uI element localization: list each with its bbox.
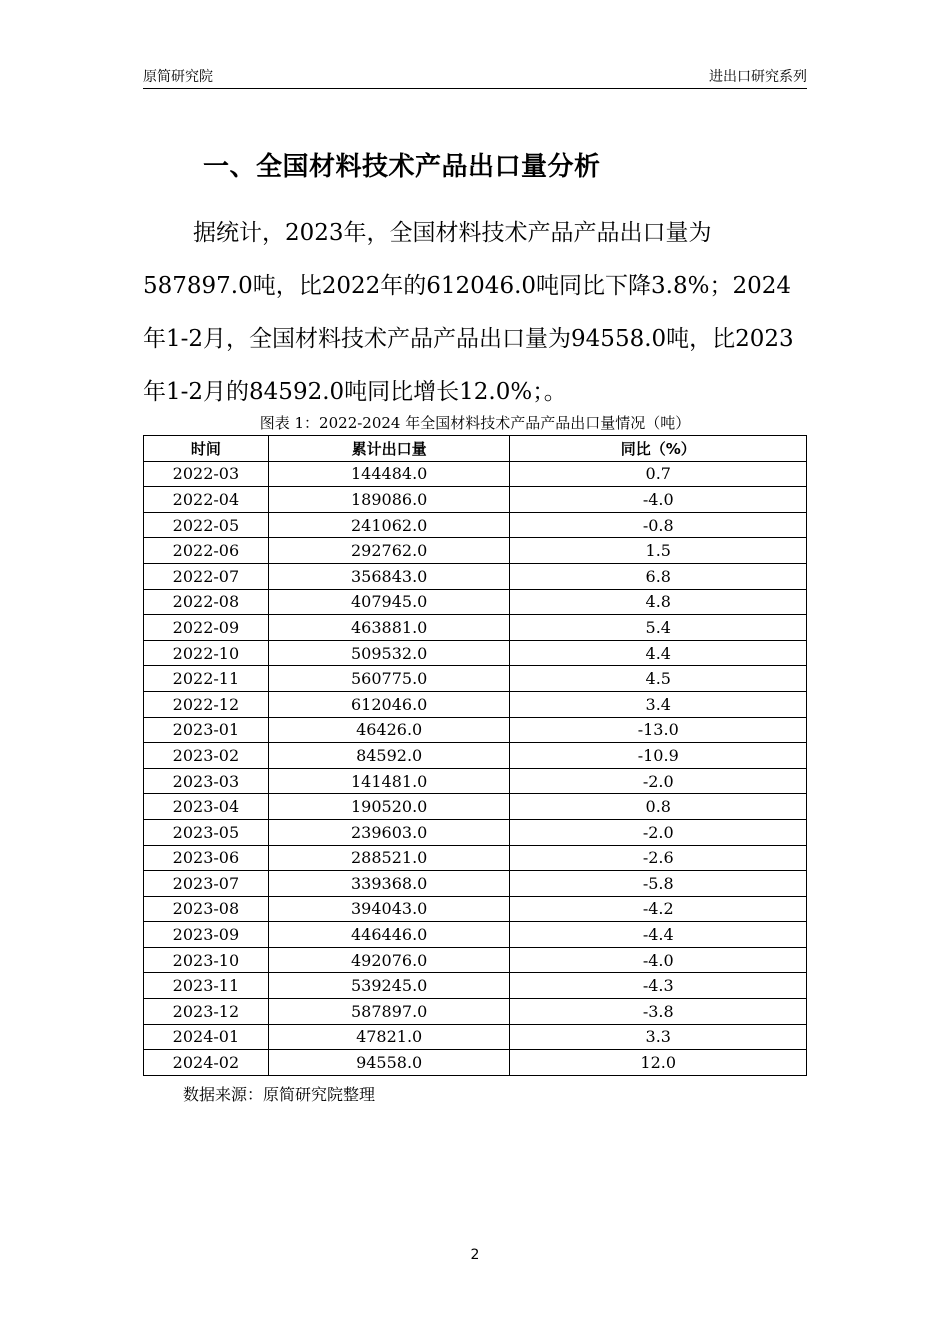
cell-cumulative-volume: 46426.0: [268, 717, 510, 743]
cell-cumulative-volume: 446446.0: [268, 922, 510, 948]
table-row: [144, 640, 807, 666]
table-row: [144, 563, 807, 589]
cell-time: 2022-04: [144, 487, 269, 513]
cell-yoy-percent: -4.4: [510, 922, 807, 948]
cell-time: 2023-02: [144, 743, 269, 769]
cell-yoy-percent: -4.3: [510, 973, 807, 999]
cell-time: 2023-08: [144, 896, 269, 922]
column-header-cumulative: 累计出口量: [268, 436, 510, 462]
cell-cumulative-volume: 394043.0: [268, 896, 510, 922]
cell-cumulative-volume: 560775.0: [268, 666, 510, 692]
cell-yoy-percent: 5.4: [510, 615, 807, 641]
section-title: 一、全国材料技术产品出口量分析: [203, 152, 601, 182]
cell-yoy-percent: 6.8: [510, 563, 807, 589]
table-row: [144, 589, 807, 615]
table-row: [144, 794, 807, 820]
cell-cumulative-volume: 190520.0: [268, 794, 510, 820]
cell-time: 2023-05: [144, 819, 269, 845]
cell-time: 2022-06: [144, 538, 269, 564]
table-row: [144, 819, 807, 845]
cell-yoy-percent: 4.8: [510, 589, 807, 615]
table-row: [144, 666, 807, 692]
cell-time: 2023-07: [144, 871, 269, 897]
table-row: [144, 512, 807, 538]
cell-yoy-percent: 3.3: [510, 1024, 807, 1050]
cell-yoy-percent: -4.2: [510, 896, 807, 922]
column-header-yoy: 同比（%）: [510, 436, 807, 462]
column-header-time: 时间: [144, 436, 269, 462]
table-row: [144, 487, 807, 513]
cell-time: 2023-09: [144, 922, 269, 948]
cell-yoy-percent: 4.5: [510, 666, 807, 692]
cell-time: 2023-01: [144, 717, 269, 743]
cell-yoy-percent: -13.0: [510, 717, 807, 743]
cell-yoy-percent: 4.4: [510, 640, 807, 666]
page-header: [143, 66, 807, 89]
cell-yoy-percent: -4.0: [510, 487, 807, 513]
table-row: [144, 461, 807, 487]
cell-cumulative-volume: 94558.0: [268, 1050, 510, 1076]
table-row: [144, 922, 807, 948]
table-row: [144, 768, 807, 794]
cell-time: 2024-02: [144, 1050, 269, 1076]
cell-time: 2022-11: [144, 666, 269, 692]
cell-cumulative-volume: 292762.0: [268, 538, 510, 564]
cell-time: 2022-05: [144, 512, 269, 538]
cell-cumulative-volume: 492076.0: [268, 947, 510, 973]
cell-cumulative-volume: 288521.0: [268, 845, 510, 871]
cell-time: 2022-09: [144, 615, 269, 641]
table-row: [144, 871, 807, 897]
table-body: [144, 461, 807, 1075]
table-row: [144, 615, 807, 641]
data-source-note: 数据来源：原简研究院整理: [183, 1085, 376, 1104]
table-row: [144, 691, 807, 717]
page-number: 2: [470, 1247, 480, 1263]
body-paragraph: 据统计，2023年，全国材料技术产品产品出口量为587897.0吨，比2022年的612046.0吨同比下降3.8%；2024年1-2月，全国材料技术产品产品出口量为94558.0吨，比2023年1-2月的84592.0吨同比增长12.0%；。: [143, 220, 794, 405]
cell-yoy-percent: 1.5: [510, 538, 807, 564]
cell-time: 2023-12: [144, 999, 269, 1025]
table-row: [144, 717, 807, 743]
cell-cumulative-volume: 241062.0: [268, 512, 510, 538]
table-row: [144, 896, 807, 922]
cell-cumulative-volume: 144484.0: [268, 461, 510, 487]
cell-time: 2023-06: [144, 845, 269, 871]
cell-time: 2023-11: [144, 973, 269, 999]
cell-cumulative-volume: 539245.0: [268, 973, 510, 999]
cell-time: 2023-10: [144, 947, 269, 973]
cell-cumulative-volume: 407945.0: [268, 589, 510, 615]
cell-time: 2022-08: [144, 589, 269, 615]
table-row: [144, 999, 807, 1025]
cell-yoy-percent: -0.8: [510, 512, 807, 538]
cell-time: 2024-01: [144, 1024, 269, 1050]
cell-cumulative-volume: 339368.0: [268, 871, 510, 897]
cell-yoy-percent: -2.6: [510, 845, 807, 871]
cell-time: 2022-10: [144, 640, 269, 666]
cell-cumulative-volume: 141481.0: [268, 768, 510, 794]
cell-yoy-percent: -2.0: [510, 768, 807, 794]
cell-yoy-percent: -3.8: [510, 999, 807, 1025]
export-volume-table: [143, 435, 807, 1076]
table-caption: 图表 1：2022-2024 年全国材料技术产品产品出口量情况（吨）: [259, 414, 691, 432]
cell-yoy-percent: 0.7: [510, 461, 807, 487]
cell-yoy-percent: -2.0: [510, 819, 807, 845]
cell-cumulative-volume: 612046.0: [268, 691, 510, 717]
cell-yoy-percent: -5.8: [510, 871, 807, 897]
table-row: [144, 845, 807, 871]
header-right-text: 进出口研究系列: [709, 69, 807, 85]
cell-cumulative-volume: 47821.0: [268, 1024, 510, 1050]
cell-time: 2022-12: [144, 691, 269, 717]
table-row: [144, 743, 807, 769]
table-row: [144, 538, 807, 564]
cell-cumulative-volume: 356843.0: [268, 563, 510, 589]
table-row: [144, 973, 807, 999]
cell-cumulative-volume: 463881.0: [268, 615, 510, 641]
cell-cumulative-volume: 587897.0: [268, 999, 510, 1025]
table-row: [144, 1024, 807, 1050]
header-left-text: 原简研究院: [143, 69, 213, 85]
cell-cumulative-volume: 509532.0: [268, 640, 510, 666]
cell-yoy-percent: 3.4: [510, 691, 807, 717]
cell-yoy-percent: 12.0: [510, 1050, 807, 1076]
table-row: [144, 947, 807, 973]
cell-cumulative-volume: 189086.0: [268, 487, 510, 513]
cell-yoy-percent: 0.8: [510, 794, 807, 820]
table-row: [144, 1050, 807, 1076]
cell-time: 2022-07: [144, 563, 269, 589]
cell-time: 2023-04: [144, 794, 269, 820]
cell-cumulative-volume: 239603.0: [268, 819, 510, 845]
cell-time: 2023-03: [144, 768, 269, 794]
cell-time: 2022-03: [144, 461, 269, 487]
cell-yoy-percent: -4.0: [510, 947, 807, 973]
cell-cumulative-volume: 84592.0: [268, 743, 510, 769]
cell-yoy-percent: -10.9: [510, 743, 807, 769]
table-header-row: [144, 436, 807, 462]
